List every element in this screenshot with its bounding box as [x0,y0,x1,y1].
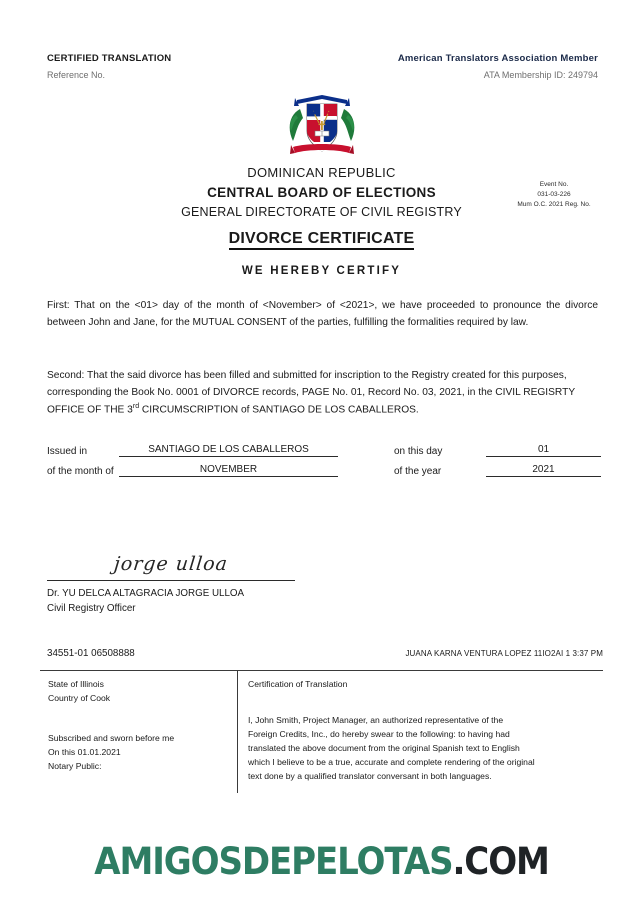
document-header [47,52,598,82]
certification-cell [238,671,603,793]
country-name: DOMINICAN REPUBLIC [247,165,396,180]
certification-line-1: I, John Smith, Project Manager, an authorized representative of the [248,714,504,725]
on-this-day-value[interactable]: 01 [486,444,601,457]
notary-public-label: Notary Public: [48,760,102,771]
ata-member-title: American Translators Association Member [397,53,598,64]
ordinal-suffix: rd [132,403,140,411]
notary-date: On this 01.01.2021 [48,746,121,757]
notary-cell [40,671,238,793]
notary-subscribed: Subscribed and sworn before me [48,732,175,743]
signature-line [47,580,295,581]
registry-no-label: Mum O.C. 2021 Reg. No. [517,201,591,209]
signature-block [47,548,295,616]
header-left-block [47,52,171,82]
paragraph-second [47,368,598,419]
header-right-block [398,52,598,82]
watermark-tld: .COM [452,840,549,883]
issued-row-2 [47,464,603,477]
month-label: of the month of [47,466,114,477]
year-label: of the year [394,466,442,477]
reference-number: 34551-01 06508888 [47,648,135,659]
reference-no-label: Reference No. [47,69,106,80]
issued-fields [47,444,603,484]
board-name: CENTRAL BOARD OF ELECTIONS [207,184,436,200]
event-no-label: Event No. [539,181,569,188]
paragraph-second-part-a: Second: That the said divorce has been filled and submitted for inscription to the Registry created for this purposes, corresponding the Book No. 0001 of DIVORCE records, PAGE No. 01, Record No. 03, 2021, in the CIVIL REGISRTY OFFICE OF THE 3 [47,370,575,416]
issued-row-1 [47,444,603,457]
on-this-day-label: on this day [394,446,443,457]
site-watermark [26,840,618,883]
certified-translation-title: CERTIFIED TRANSLATION [47,53,172,64]
certificate-title-text: DIVORCE CERTIFICATE [229,230,415,250]
certification-line-2: Foreign Credits, Inc., do hereby swear to the following: to having had [248,728,510,739]
reference-row [47,648,603,659]
issued-in-value[interactable]: SANTIAGO DE LOS CABALLEROS [119,444,338,457]
notary-county: Country of Cook [48,692,111,703]
certification-heading: Certification of Translation [248,679,348,689]
ata-membership-id: ATA Membership ID: 249794 [483,69,598,80]
spacer [248,692,595,714]
handwritten-signature: jorge ulloa [112,553,230,575]
watermark-name: AMIGOSDEPELOTAS [94,840,453,883]
issued-in-label: Issued in [47,446,88,457]
certificate-title [0,230,643,248]
year-value[interactable]: 2021 [486,464,601,477]
paragraph-first: First: That on the <01> day of the month of <November> of <2021>, we have proceeded to pronounce the divorce between John and Jane, for the MUTUAL CONSENT of the parties, fulfilling the formalities required by law. [47,300,598,328]
notary-state: State of Illinois [48,679,104,689]
spacer [48,706,229,732]
directorate-name: GENERAL DIRECTORATE OF CIVIL REGISTRY [181,204,462,219]
month-value[interactable]: NOVEMBER [119,464,338,477]
certification-line-3: translated the above document from the original Spanish text to English [248,742,520,753]
event-no-value: 031-03-226 [537,191,571,199]
certification-line-5: text done by a qualified translator conversant in both languages. [248,770,492,781]
notary-certification-table [40,670,603,793]
coat-of-arms-icon [283,93,361,163]
certification-line-4: which I believe to be a true, accurate and complete rendering of the original [248,756,535,767]
issuing-officer-timestamp: JUANA KARNA VENTURA LOPEZ 11IO2AI 1 3:37 PM [405,649,603,658]
paragraph-second-part-b: CIRCUMSCRIPTION of SANTIAGO DE LOS CABALLEROS. [139,404,419,416]
signatory-role: Civil Registry Officer [47,603,136,615]
event-number-block [498,180,610,210]
we-hereby-certify: WE HEREBY CERTIFY [241,265,402,277]
signatory-name: Dr. YU DELCA ALTAGRACIA JORGE ULLOA [47,588,245,599]
